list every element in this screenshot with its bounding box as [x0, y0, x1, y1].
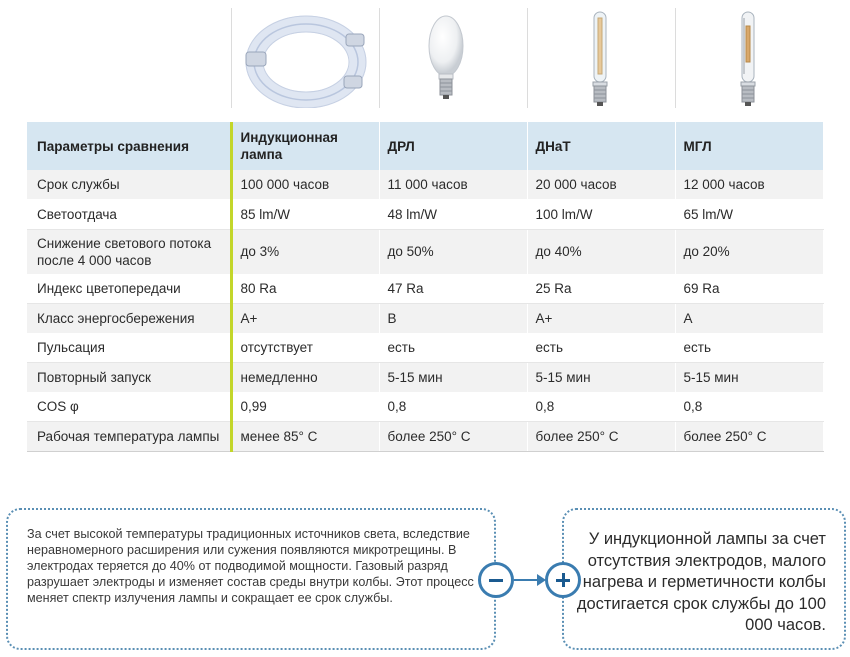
table-row	[27, 274, 823, 304]
table-header-row	[27, 122, 823, 170]
row-label: Индекс цветопередачи	[27, 274, 231, 304]
cell-mgl: А	[675, 304, 823, 334]
cell-induction: 100 000 часов	[231, 170, 379, 200]
cell-dnat: 20 000 часов	[527, 170, 675, 200]
cell-mgl: 5-15 мин	[675, 363, 823, 393]
cell-induction: немедленно	[231, 363, 379, 393]
cell-dnat: более 250° С	[527, 422, 675, 452]
drl-bulb-icon	[380, 8, 528, 108]
lamp-image-induction	[231, 8, 379, 108]
note-text-traditional: За счет высокой температуры традиционных источников света, вследствие неравномерного расширения или сужения появляются микротрещины. В электродах теряется до 40% от подводимой мощности. Газовый разряд разрушает электроды и изменяет состав среды внутри колбы. Этот процесс меняет спектр излучения лампы и сокращает ее срок службы.	[27, 527, 474, 605]
cell-mgl: 0,8	[675, 392, 823, 422]
table-row	[27, 392, 823, 422]
plus-sign-icon	[545, 562, 581, 598]
cell-drl: В	[379, 304, 527, 334]
cell-induction: менее 85° С	[231, 422, 379, 452]
table-row	[27, 333, 823, 363]
row-label: Повторный запуск	[27, 363, 231, 393]
row-label: Рабочая температура лампы	[27, 422, 231, 452]
cell-drl: до 50%	[379, 229, 527, 274]
note-text-induction: У индукционной лампы за счет отсутствия электродов, малого нагрева и герметичности колбы достигается срок службы до 100 000 часов.	[576, 530, 826, 634]
cell-induction: 0,99	[231, 392, 379, 422]
cell-induction: 80 Ra	[231, 274, 379, 304]
header-induction: Индукционная лампа	[231, 122, 379, 170]
cell-dnat: 25 Ra	[527, 274, 675, 304]
cell-dnat: до 40%	[527, 229, 675, 274]
cell-dnat: 0,8	[527, 392, 675, 422]
cell-drl: более 250° С	[379, 422, 527, 452]
table-row	[27, 200, 823, 230]
cell-drl: есть	[379, 333, 527, 363]
cell-induction: до 3%	[231, 229, 379, 274]
table-row	[27, 363, 823, 393]
cell-drl: 0,8	[379, 392, 527, 422]
cell-drl: 5-15 мин	[379, 363, 527, 393]
cell-drl: 48 lm/W	[379, 200, 527, 230]
header-dnat: ДНаТ	[527, 122, 675, 170]
cell-drl: 47 Ra	[379, 274, 527, 304]
cell-mgl: 65 lm/W	[675, 200, 823, 230]
cell-induction: 85 lm/W	[231, 200, 379, 230]
dnat-tube-lamp-icon	[528, 8, 676, 108]
row-label: Срок службы	[27, 170, 231, 200]
cell-dnat: 5-15 мин	[527, 363, 675, 393]
row-label: COS φ	[27, 392, 231, 422]
cell-induction: А+	[231, 304, 379, 334]
row-label: Класс энергосбережения	[27, 304, 231, 334]
lamp-image-dnat	[527, 8, 675, 108]
minus-sign-icon	[478, 562, 514, 598]
lamp-image-drl	[379, 8, 527, 108]
comparison-table	[27, 122, 824, 452]
row-label: Пульсация	[27, 333, 231, 363]
mgl-tube-lamp-icon	[676, 8, 824, 108]
cell-dnat: есть	[527, 333, 675, 363]
cell-mgl: 69 Ra	[675, 274, 823, 304]
table-row	[27, 422, 823, 452]
row-label: Снижение светового потока после 4 000 часов	[27, 229, 231, 274]
header-drl: ДРЛ	[379, 122, 527, 170]
cell-mgl: есть	[675, 333, 823, 363]
cell-drl: 11 000 часов	[379, 170, 527, 200]
table-row	[27, 170, 823, 200]
cell-mgl: 12 000 часов	[675, 170, 823, 200]
table-row	[27, 229, 823, 274]
cell-dnat: 100 lm/W	[527, 200, 675, 230]
lamp-image-mgl	[675, 8, 823, 108]
cell-mgl: более 250° С	[675, 422, 823, 452]
row-label: Светоотдача	[27, 200, 231, 230]
header-parameters: Параметры сравнения	[27, 122, 231, 170]
table-row	[27, 304, 823, 334]
induction-ring-lamp-icon	[232, 8, 380, 108]
cell-induction: отсутствует	[231, 333, 379, 363]
header-mgl: МГЛ	[675, 122, 823, 170]
cell-dnat: А+	[527, 304, 675, 334]
cell-mgl: до 20%	[675, 229, 823, 274]
